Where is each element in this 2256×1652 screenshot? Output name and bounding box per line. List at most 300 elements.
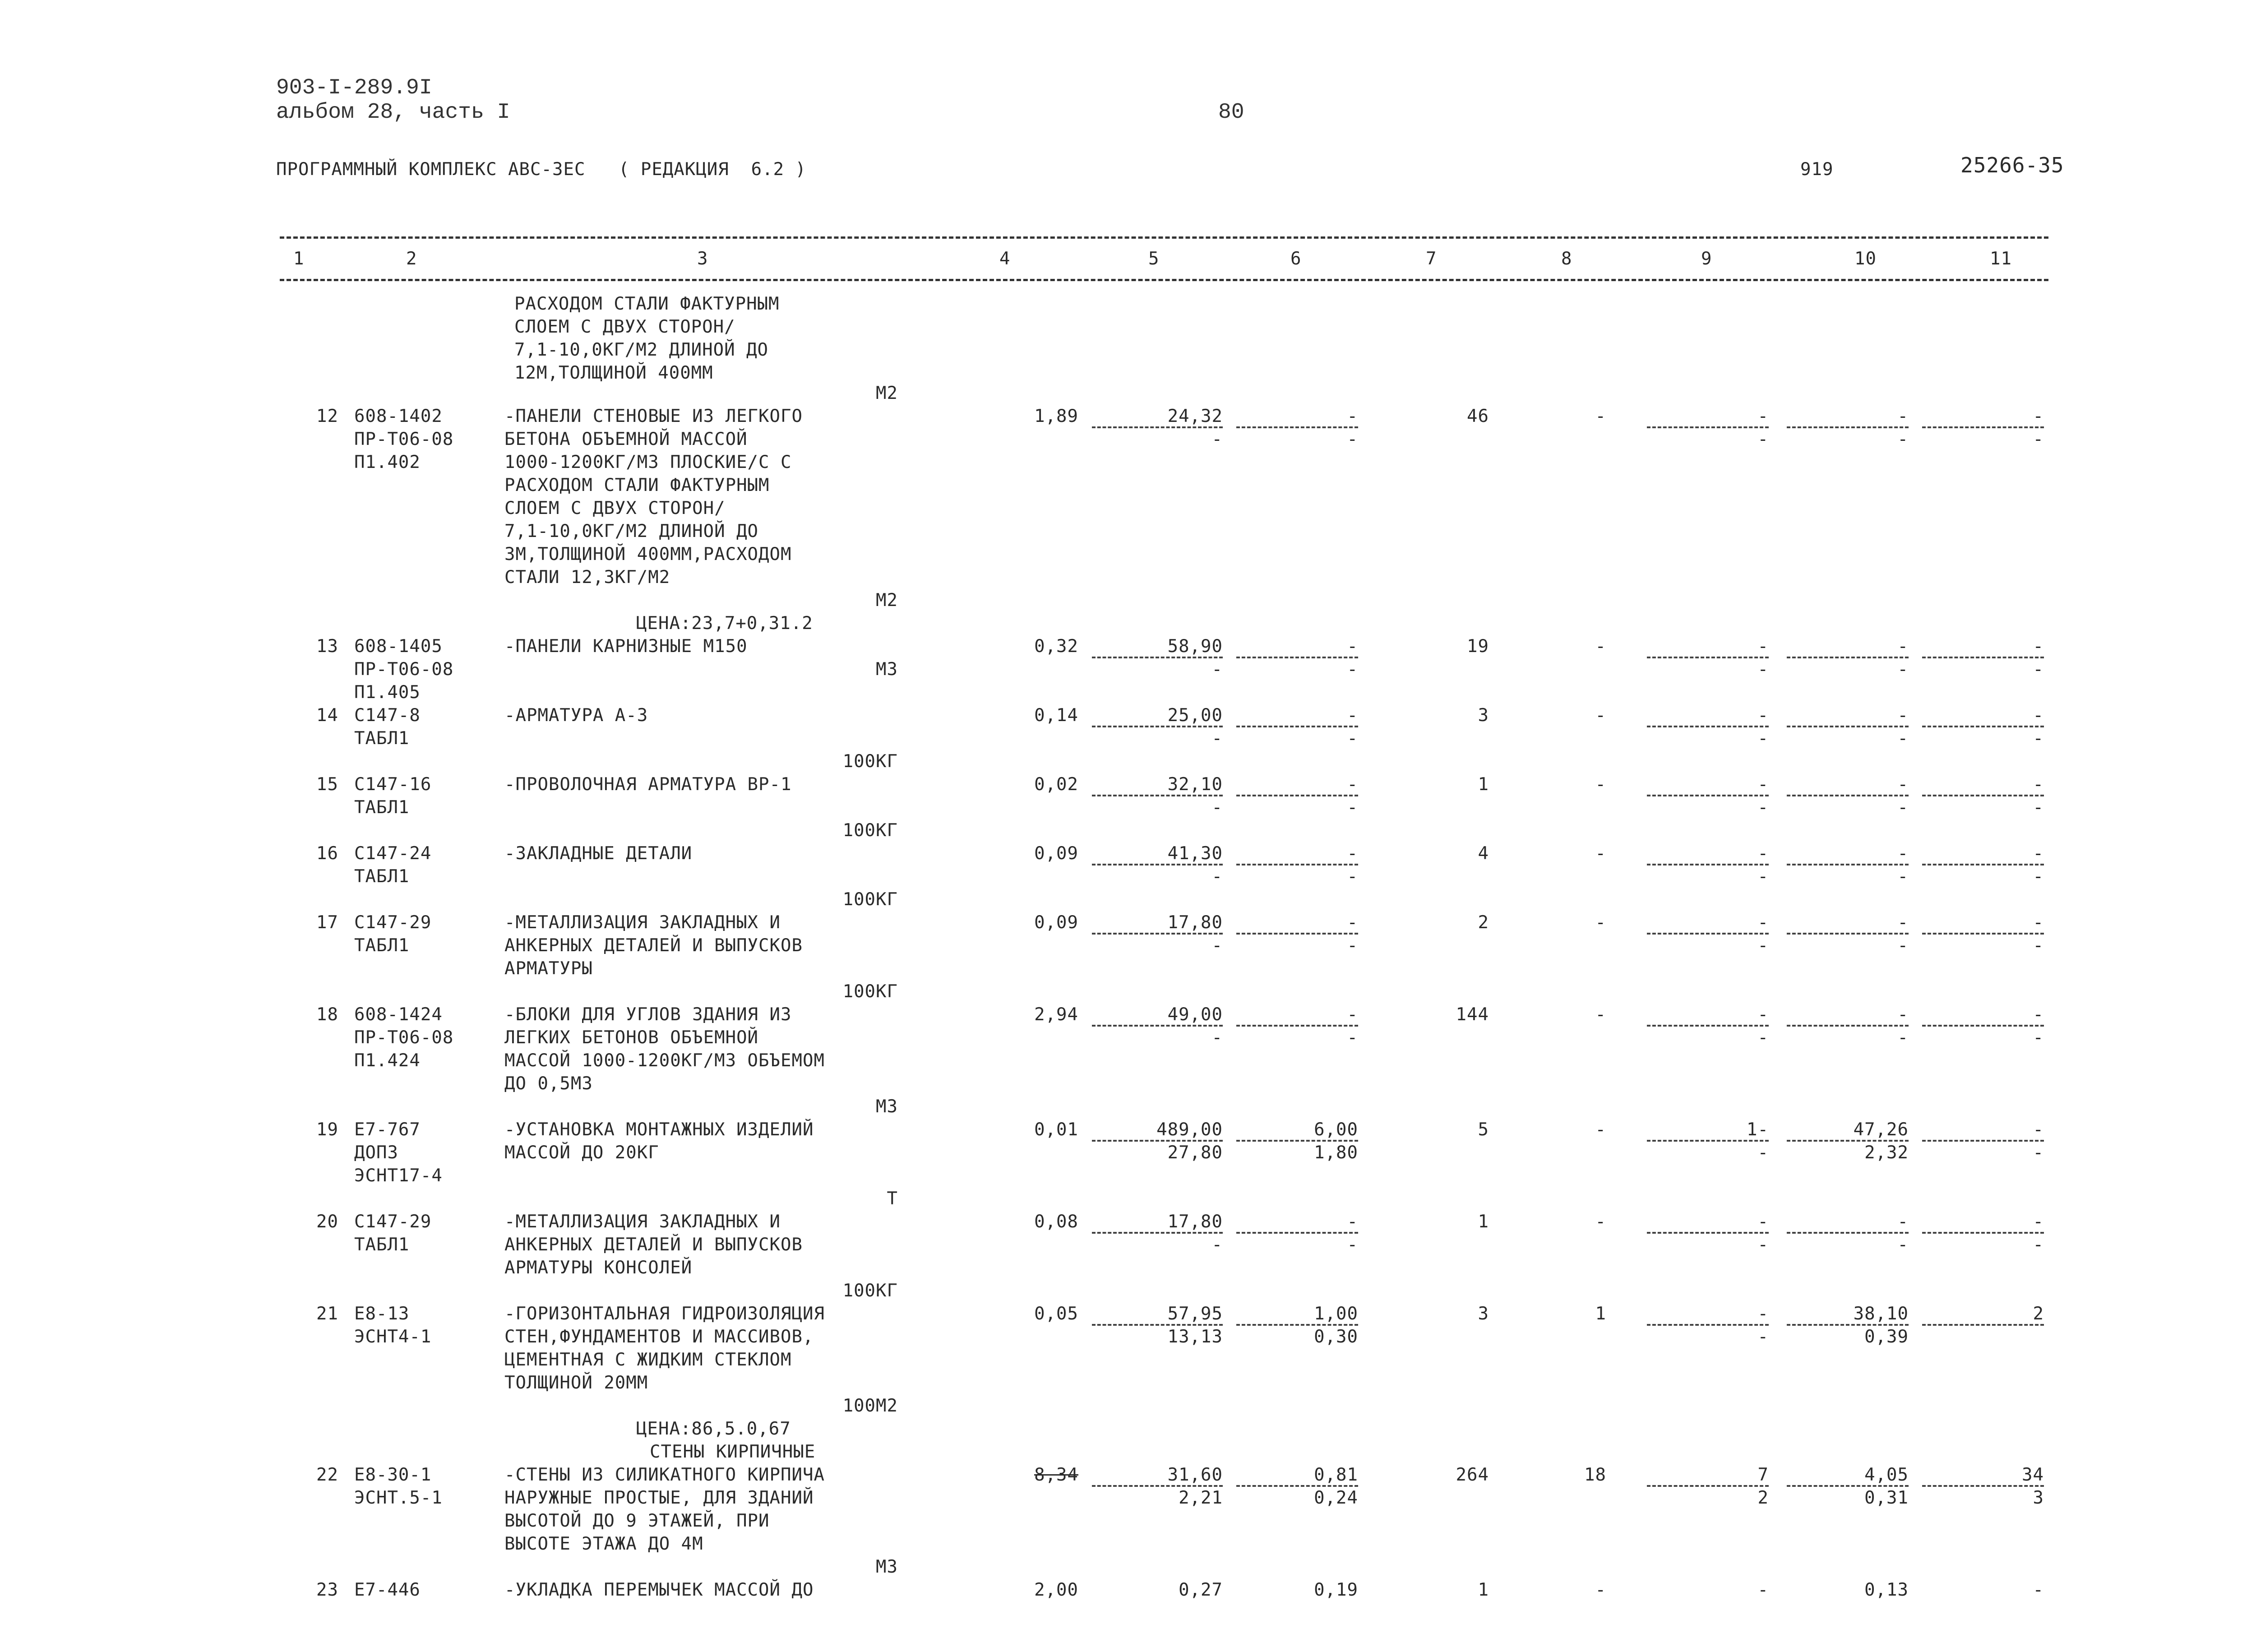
col-9-value: -	[1757, 1004, 1769, 1025]
subtotal-rule	[1922, 1140, 2044, 1142]
col-11-sub: -	[2033, 1235, 2044, 1255]
total-cost: 2	[1478, 912, 1489, 933]
resource-code: П1.405	[354, 682, 421, 703]
work-description: -ПАНЕЛИ КАРНИЗНЫЕ М150	[504, 636, 748, 657]
col-11-value: -	[2033, 1212, 2044, 1232]
column-number: 2	[406, 249, 417, 269]
header-rule-bottom	[280, 279, 2048, 281]
col-10-sub: -	[1897, 659, 1909, 680]
work-description: -МЕТАЛЛИЗАЦИЯ ЗАКЛАДНЫХ И	[504, 1212, 781, 1232]
resource-code: Е7-767	[354, 1120, 421, 1140]
col-8-value: -	[1595, 1212, 1606, 1232]
subtotal-rule	[1236, 933, 1358, 935]
unit-cost: 0,27	[1179, 1580, 1223, 1600]
quantity: 8,34	[1034, 1465, 1078, 1485]
sheet-code: 25266-35	[1960, 153, 2064, 177]
work-description: РАСХОДОМ СТАЛИ ФАКТУРНЫМ	[504, 475, 770, 495]
col-10-sub: -	[1897, 429, 1909, 449]
col-9-sub: -	[1757, 429, 1769, 449]
machine-cost: 0,81	[1314, 1465, 1358, 1485]
work-description: СТЕН,ФУНДАМЕНТОВ И МАССИВОВ,	[504, 1327, 814, 1347]
col-8-value: -	[1595, 843, 1606, 864]
resource-code: ПР-Т06-08	[354, 659, 454, 680]
col-11-value: -	[2033, 843, 2044, 864]
subtotal-rule	[1092, 1232, 1223, 1234]
subtotal-rule	[1787, 795, 1909, 796]
resource-code: ПР-Т06-08	[354, 1027, 454, 1048]
subtotal-rule	[1922, 726, 2044, 727]
resource-code: ДОП3	[354, 1143, 398, 1163]
unit-cost-wage: -	[1211, 866, 1223, 887]
machine-cost: 1,00	[1314, 1304, 1358, 1324]
quantity: 0,09	[1034, 912, 1078, 933]
quantity: 0,09	[1034, 843, 1078, 864]
col-11-value: -	[2033, 1004, 2044, 1025]
unit-cost: 49,00	[1167, 1004, 1223, 1025]
subtotal-rule	[1236, 1232, 1358, 1234]
unit-cost-wage: -	[1211, 797, 1223, 818]
unit-cost-wage: 13,13	[1167, 1327, 1223, 1347]
resource-code: 608-1424	[354, 1004, 443, 1025]
machine-cost-wage: -	[1347, 1235, 1358, 1255]
col-10-value: 4,05	[1864, 1465, 1909, 1485]
col-8-value: -	[1595, 406, 1606, 426]
total-cost: 3	[1478, 1304, 1489, 1324]
total-cost: 4	[1478, 843, 1489, 864]
col-11-value: 34	[2022, 1465, 2044, 1485]
work-description: -ЗАКЛАДНЫЕ ДЕТАЛИ	[504, 843, 693, 864]
total-cost: 1	[1478, 774, 1489, 795]
quantity: 1,89	[1034, 406, 1078, 426]
page-number: 80	[1218, 100, 1244, 125]
unit-cost: 57,95	[1167, 1304, 1223, 1324]
col-9-value: -	[1757, 705, 1769, 726]
subtotal-rule	[1647, 933, 1769, 935]
col-11-value: -	[2033, 636, 2044, 657]
row-number: 14	[316, 705, 338, 726]
col-10-sub: 2,32	[1864, 1143, 1909, 1163]
doc-code: 903-I-289.9I	[276, 76, 432, 100]
unit-cost-wage: -	[1211, 659, 1223, 680]
resource-code: С147-24	[354, 843, 432, 864]
work-description: -АРМАТУРА А-3	[504, 705, 648, 726]
col-8-value: -	[1595, 1004, 1606, 1025]
subtotal-rule	[1647, 1232, 1769, 1234]
machine-cost-wage: -	[1347, 797, 1358, 818]
resource-code: ТАБЛ1	[354, 1235, 410, 1255]
unit-cost: 489,00	[1156, 1120, 1223, 1140]
work-description: НАРУЖНЫЕ ПРОСТЫЕ, ДЛЯ ЗДАНИЙ	[504, 1488, 814, 1508]
section-title: СТЕНЫ КИРПИЧНЫЕ	[650, 1442, 816, 1462]
continuation-line: СЛОЕМ С ДВУХ СТОРОН/	[514, 317, 735, 337]
column-number: 6	[1290, 249, 1302, 269]
machine-cost-wage: 0,30	[1314, 1327, 1358, 1347]
work-description: ТОЛЩИНОЙ 20ММ	[504, 1373, 648, 1393]
col-9-value: 7	[1757, 1465, 1769, 1485]
col-9-value: -	[1757, 912, 1769, 933]
col-9-sub: -	[1757, 1143, 1769, 1163]
unit-label: 100М2	[842, 1396, 898, 1416]
quantity: 0,32	[1034, 636, 1078, 657]
continuation-line: РАСХОДОМ СТАЛИ ФАКТУРНЫМ	[514, 294, 780, 314]
unit-cost: 58,90	[1167, 636, 1223, 657]
unit-cost: 25,00	[1167, 705, 1223, 726]
col-10-value: 38,10	[1853, 1304, 1909, 1324]
col-10-value: -	[1897, 636, 1909, 657]
album-label: альбом 28, часть I	[276, 100, 510, 125]
col-11-sub: -	[2033, 429, 2044, 449]
work-description: ЦЕМЕНТНАЯ С ЖИДКИМ СТЕКЛОМ	[504, 1350, 792, 1370]
subtotal-rule	[1922, 1485, 2044, 1487]
column-number: 5	[1148, 249, 1160, 269]
unit-cost: 24,32	[1167, 406, 1223, 426]
machine-cost: 6,00	[1314, 1120, 1358, 1140]
column-number: 1	[293, 249, 305, 269]
work-description: ЛЕГКИХ БЕТОНОВ ОБЪЕМНОЙ	[504, 1027, 759, 1048]
unit-cost-wage: 2,21	[1179, 1488, 1223, 1508]
subtotal-rule	[1787, 726, 1909, 727]
unit-cost-wage: -	[1211, 935, 1223, 956]
row-number: 13	[316, 636, 338, 657]
row-number: 21	[316, 1304, 338, 1324]
col-9-sub: -	[1757, 1027, 1769, 1048]
work-description: -ПАНЕЛИ СТЕНОВЫЕ ИЗ ЛЕГКОГО	[504, 406, 803, 426]
machine-cost-wage: 1,80	[1314, 1143, 1358, 1163]
unit-label: М3	[876, 659, 898, 680]
unit-cost-wage: -	[1211, 728, 1223, 749]
col-9-sub: -	[1757, 1235, 1769, 1255]
unit-label: Т	[887, 1189, 898, 1209]
col-11-sub: -	[2033, 728, 2044, 749]
resource-code: С147-29	[354, 1212, 432, 1232]
continuation-line: 7,1-10,0КГ/М2 ДЛИНОЙ ДО	[514, 340, 769, 360]
subtotal-rule	[1092, 726, 1223, 727]
resource-code: ЭСНТ17-4	[354, 1166, 443, 1186]
resource-code: П1.402	[354, 452, 421, 472]
subtotal-rule	[1922, 864, 2044, 865]
work-description: БЕТОНА ОБЪЕМНОЙ МАССОЙ	[504, 429, 748, 449]
col-11-value: -	[2033, 1120, 2044, 1140]
total-cost: 3	[1478, 705, 1489, 726]
work-description: ВЫСОТЕ ЭТАЖА ДО 4М	[504, 1534, 703, 1554]
quantity: 0,08	[1034, 1212, 1078, 1232]
row-number: 15	[316, 774, 338, 795]
col-9-value: -	[1757, 774, 1769, 795]
subtotal-rule	[1092, 1025, 1223, 1027]
subtotal-rule	[1092, 933, 1223, 935]
total-cost: 19	[1467, 636, 1489, 657]
subtotal-rule	[1787, 426, 1909, 428]
work-description: СТАЛИ 12,3КГ/М2	[504, 567, 670, 588]
col-8-value: 18	[1584, 1465, 1606, 1485]
subtotal-rule	[1092, 795, 1223, 796]
col-8-value: -	[1595, 705, 1606, 726]
unit-cost: 41,30	[1167, 843, 1223, 864]
col-10-value: 47,26	[1853, 1120, 1909, 1140]
col-11-sub: 3	[2033, 1488, 2044, 1508]
col-10-sub: 0,39	[1864, 1327, 1909, 1347]
resource-code: Е7-446	[354, 1580, 421, 1600]
row-number: 17	[316, 912, 338, 933]
unit-cost-wage: -	[1211, 429, 1223, 449]
col-8-value: -	[1595, 912, 1606, 933]
col-10-sub: -	[1897, 797, 1909, 818]
resource-code: 608-1405	[354, 636, 443, 657]
column-number: 11	[1990, 249, 2012, 269]
quantity: 0,05	[1034, 1304, 1078, 1324]
row-number: 23	[316, 1580, 338, 1600]
resource-code: ТАБЛ1	[354, 866, 410, 887]
col-9-sub: -	[1757, 935, 1769, 956]
machine-cost: -	[1347, 843, 1358, 864]
col-9-sub: -	[1757, 728, 1769, 749]
col-11-sub: -	[2033, 866, 2044, 887]
work-description: СЛОЕМ С ДВУХ СТОРОН/	[504, 498, 726, 518]
work-description: МАССОЙ ДО 20КГ	[504, 1143, 659, 1163]
unit-cost: 17,80	[1167, 912, 1223, 933]
machine-cost: 0,19	[1314, 1580, 1358, 1600]
work-description: МАССОЙ 1000-1200КГ/М3 ОБЪЕМОМ	[504, 1050, 825, 1071]
subtotal-rule	[1647, 1324, 1769, 1326]
unit-label: М3	[876, 1097, 898, 1117]
col-10-sub: -	[1897, 1027, 1909, 1048]
subtotal-rule	[1922, 657, 2044, 658]
col-8-value: -	[1595, 774, 1606, 795]
resource-code: ТАБЛ1	[354, 797, 410, 818]
col-10-value: 0,13	[1864, 1580, 1909, 1600]
total-cost: 5	[1478, 1120, 1489, 1140]
subtotal-rule	[1236, 795, 1358, 796]
subtotal-rule	[1922, 1025, 2044, 1027]
work-description: -УСТАНОВКА МОНТАЖНЫХ ИЗДЕЛИЙ	[504, 1120, 814, 1140]
resource-code: ТАБЛ1	[354, 935, 410, 956]
col-9-value: -	[1757, 843, 1769, 864]
col-10-value: -	[1897, 843, 1909, 864]
quantity: 0,14	[1034, 705, 1078, 726]
subtotal-rule	[1092, 657, 1223, 658]
column-number: 3	[697, 249, 708, 269]
col-11-sub: -	[2033, 659, 2044, 680]
column-number: 8	[1561, 249, 1572, 269]
col-9-sub: -	[1757, 797, 1769, 818]
unit-label: 100КГ	[842, 981, 898, 1002]
resource-code: 608-1402	[354, 406, 443, 426]
subtotal-rule	[1236, 1025, 1358, 1027]
col-10-value: -	[1897, 406, 1909, 426]
col-8-value: 1	[1595, 1304, 1606, 1324]
col-11-value: 2	[2033, 1304, 2044, 1324]
machine-cost: -	[1347, 774, 1358, 795]
work-description: ДО 0,5М3	[504, 1074, 593, 1094]
column-number: 4	[999, 249, 1011, 269]
col-10-value: -	[1897, 1212, 1909, 1232]
col-10-value: -	[1897, 705, 1909, 726]
subtotal-rule	[1236, 864, 1358, 865]
row-number: 19	[316, 1120, 338, 1140]
column-number: 10	[1854, 249, 1877, 269]
work-description: АРМАТУРЫ КОНСОЛЕЙ	[504, 1258, 693, 1278]
subtotal-rule	[1647, 1025, 1769, 1027]
resource-code: П1.424	[354, 1050, 421, 1071]
subtotal-rule	[1236, 657, 1358, 658]
col-11-value: -	[2033, 1580, 2044, 1600]
work-description: ВЫСОТОЙ ДО 9 ЭТАЖЕЙ, ПРИ	[504, 1511, 770, 1531]
work-description: АНКЕРНЫХ ДЕТАЛЕЙ И ВЫПУСКОВ	[504, 1235, 803, 1255]
machine-cost-wage: -	[1347, 728, 1358, 749]
machine-cost-wage: -	[1347, 659, 1358, 680]
header-rule-top	[280, 236, 2048, 239]
unit-label: 100КГ	[842, 1281, 898, 1301]
work-description: 3М,ТОЛЩИНОЙ 400ММ,РАСХОДОМ	[504, 544, 792, 565]
subtotal-rule	[1647, 1140, 1769, 1142]
column-number: 9	[1701, 249, 1712, 269]
work-description: -ГОРИЗОНТАЛЬНАЯ ГИДРОИЗОЛЯЦИЯ	[504, 1304, 825, 1324]
col-11-value: -	[2033, 912, 2044, 933]
subtotal-rule	[1647, 726, 1769, 727]
col-10-sub: -	[1897, 1235, 1909, 1255]
col-11-sub: -	[2033, 1027, 2044, 1048]
price-note: ЦЕНА:86,5.0,67	[636, 1419, 791, 1439]
total-cost: 144	[1456, 1004, 1489, 1025]
col-9-sub: -	[1757, 1327, 1769, 1347]
machine-cost: -	[1347, 636, 1358, 657]
col-11-sub: -	[2033, 797, 2044, 818]
subtotal-rule	[1787, 864, 1909, 865]
unit-cost-wage: -	[1211, 1235, 1223, 1255]
subtotal-rule	[1236, 426, 1358, 428]
subtotal-rule	[1787, 1232, 1909, 1234]
machine-cost-wage: -	[1347, 866, 1358, 887]
col-11-value: -	[2033, 774, 2044, 795]
work-description: 1000-1200КГ/М3 ПЛОСКИЕ/С С	[504, 452, 792, 472]
unit-label: 100КГ	[842, 820, 898, 841]
work-description: -ПРОВОЛОЧНАЯ АРМАТУРА ВР-1	[504, 774, 792, 795]
col-10-value: -	[1897, 774, 1909, 795]
col-9-value: 1-	[1747, 1120, 1769, 1140]
subtotal-rule	[1092, 426, 1223, 428]
subtotal-rule	[1647, 795, 1769, 796]
program-title: ПРОГРАММНЫЙ КОМПЛЕКС АВС-3ЕС ( РЕДАКЦИЯ 6.2 )	[276, 159, 807, 180]
quantity: 0,02	[1034, 774, 1078, 795]
col-9-value: -	[1757, 1304, 1769, 1324]
machine-cost: -	[1347, 1004, 1358, 1025]
quantity: 0,01	[1034, 1120, 1078, 1140]
subtotal-rule	[1647, 864, 1769, 865]
resource-code: С147-16	[354, 774, 432, 795]
quantity: 2,00	[1034, 1580, 1078, 1600]
col-11-value: -	[2033, 705, 2044, 726]
col-10-value: -	[1897, 912, 1909, 933]
col-10-sub: 0,31	[1864, 1488, 1909, 1508]
subtotal-rule	[1922, 1324, 2044, 1326]
subtotal-rule	[1922, 795, 2044, 796]
col-9-value: -	[1757, 1212, 1769, 1232]
work-description: -БЛОКИ ДЛЯ УГЛОВ ЗДАНИЯ ИЗ	[504, 1004, 792, 1025]
col-8-value: -	[1595, 1580, 1606, 1600]
col-10-value: -	[1897, 1004, 1909, 1025]
unit-label: М2	[876, 383, 898, 403]
row-number: 18	[316, 1004, 338, 1025]
col-9-sub: 2	[1757, 1488, 1769, 1508]
subtotal-rule	[1647, 657, 1769, 658]
col-8-value: -	[1595, 1120, 1606, 1140]
subtotal-rule	[1922, 933, 2044, 935]
row-number: 12	[316, 406, 338, 426]
program-code: 919	[1800, 159, 1834, 180]
unit-cost: 17,80	[1167, 1212, 1223, 1232]
resource-code: ЭСНТ.5-1	[354, 1488, 443, 1508]
subtotal-rule	[1787, 657, 1909, 658]
work-description: АНКЕРНЫХ ДЕТАЛЕЙ И ВЫПУСКОВ	[504, 935, 803, 956]
unit-cost-wage: 27,80	[1167, 1143, 1223, 1163]
col-9-value: -	[1757, 1580, 1769, 1600]
resource-code: ТАБЛ1	[354, 728, 410, 749]
work-description: -СТЕНЫ ИЗ СИЛИКАТНОГО КИРПИЧА	[504, 1465, 825, 1485]
subtotal-rule	[1647, 426, 1769, 428]
col-9-sub: -	[1757, 866, 1769, 887]
resource-code: Е8-13	[354, 1304, 410, 1324]
subtotal-rule	[1787, 1025, 1909, 1027]
unit-label: М3	[876, 1557, 898, 1577]
unit-label: 100КГ	[842, 889, 898, 910]
work-description: -МЕТАЛЛИЗАЦИЯ ЗАКЛАДНЫХ И	[504, 912, 781, 933]
resource-code: С147-8	[354, 705, 421, 726]
col-10-sub: -	[1897, 728, 1909, 749]
total-cost: 264	[1456, 1465, 1489, 1485]
column-number: 7	[1426, 249, 1437, 269]
continuation-line: 12М,ТОЛЩИНОЙ 400ММ	[514, 363, 713, 383]
subtotal-rule	[1092, 864, 1223, 865]
col-8-value: -	[1595, 636, 1606, 657]
unit-cost: 32,10	[1167, 774, 1223, 795]
subtotal-rule	[1647, 1485, 1769, 1487]
machine-cost: -	[1347, 1212, 1358, 1232]
col-11-sub: -	[2033, 1143, 2044, 1163]
work-description: АРМАТУРЫ	[504, 958, 593, 979]
unit-cost-wage: -	[1211, 1027, 1223, 1048]
col-11-sub: -	[2033, 935, 2044, 956]
subtotal-rule	[1922, 1232, 2044, 1234]
machine-cost-wage: 0,24	[1314, 1488, 1358, 1508]
total-cost: 46	[1467, 406, 1489, 426]
subtotal-rule	[1922, 426, 2044, 428]
resource-code: С147-29	[354, 912, 432, 933]
col-9-value: -	[1757, 636, 1769, 657]
unit-cost: 31,60	[1167, 1465, 1223, 1485]
row-number: 16	[316, 843, 338, 864]
price-note: ЦЕНА:23,7+0,31.2	[636, 613, 813, 634]
work-description: 7,1-10,0КГ/М2 ДЛИНОЙ ДО	[504, 521, 759, 541]
subtotal-rule	[1787, 933, 1909, 935]
resource-code: ПР-Т06-08	[354, 429, 454, 449]
total-cost: 1	[1478, 1212, 1489, 1232]
total-cost: 1	[1478, 1580, 1489, 1600]
machine-cost: -	[1347, 912, 1358, 933]
unit-label: 100КГ	[842, 751, 898, 772]
work-description: -УКЛАДКА ПЕРЕМЫЧЕК МАССОЙ ДО	[504, 1580, 814, 1600]
resource-code: Е8-30-1	[354, 1465, 432, 1485]
machine-cost-wage: -	[1347, 429, 1358, 449]
unit-label: М2	[876, 590, 898, 611]
subtotal-rule	[1236, 726, 1358, 727]
resource-code: ЭСНТ4-1	[354, 1327, 432, 1347]
machine-cost-wage: -	[1347, 1027, 1358, 1048]
col-9-sub: -	[1757, 659, 1769, 680]
row-number: 20	[316, 1212, 338, 1232]
col-10-sub: -	[1897, 866, 1909, 887]
machine-cost: -	[1347, 705, 1358, 726]
col-9-value: -	[1757, 406, 1769, 426]
